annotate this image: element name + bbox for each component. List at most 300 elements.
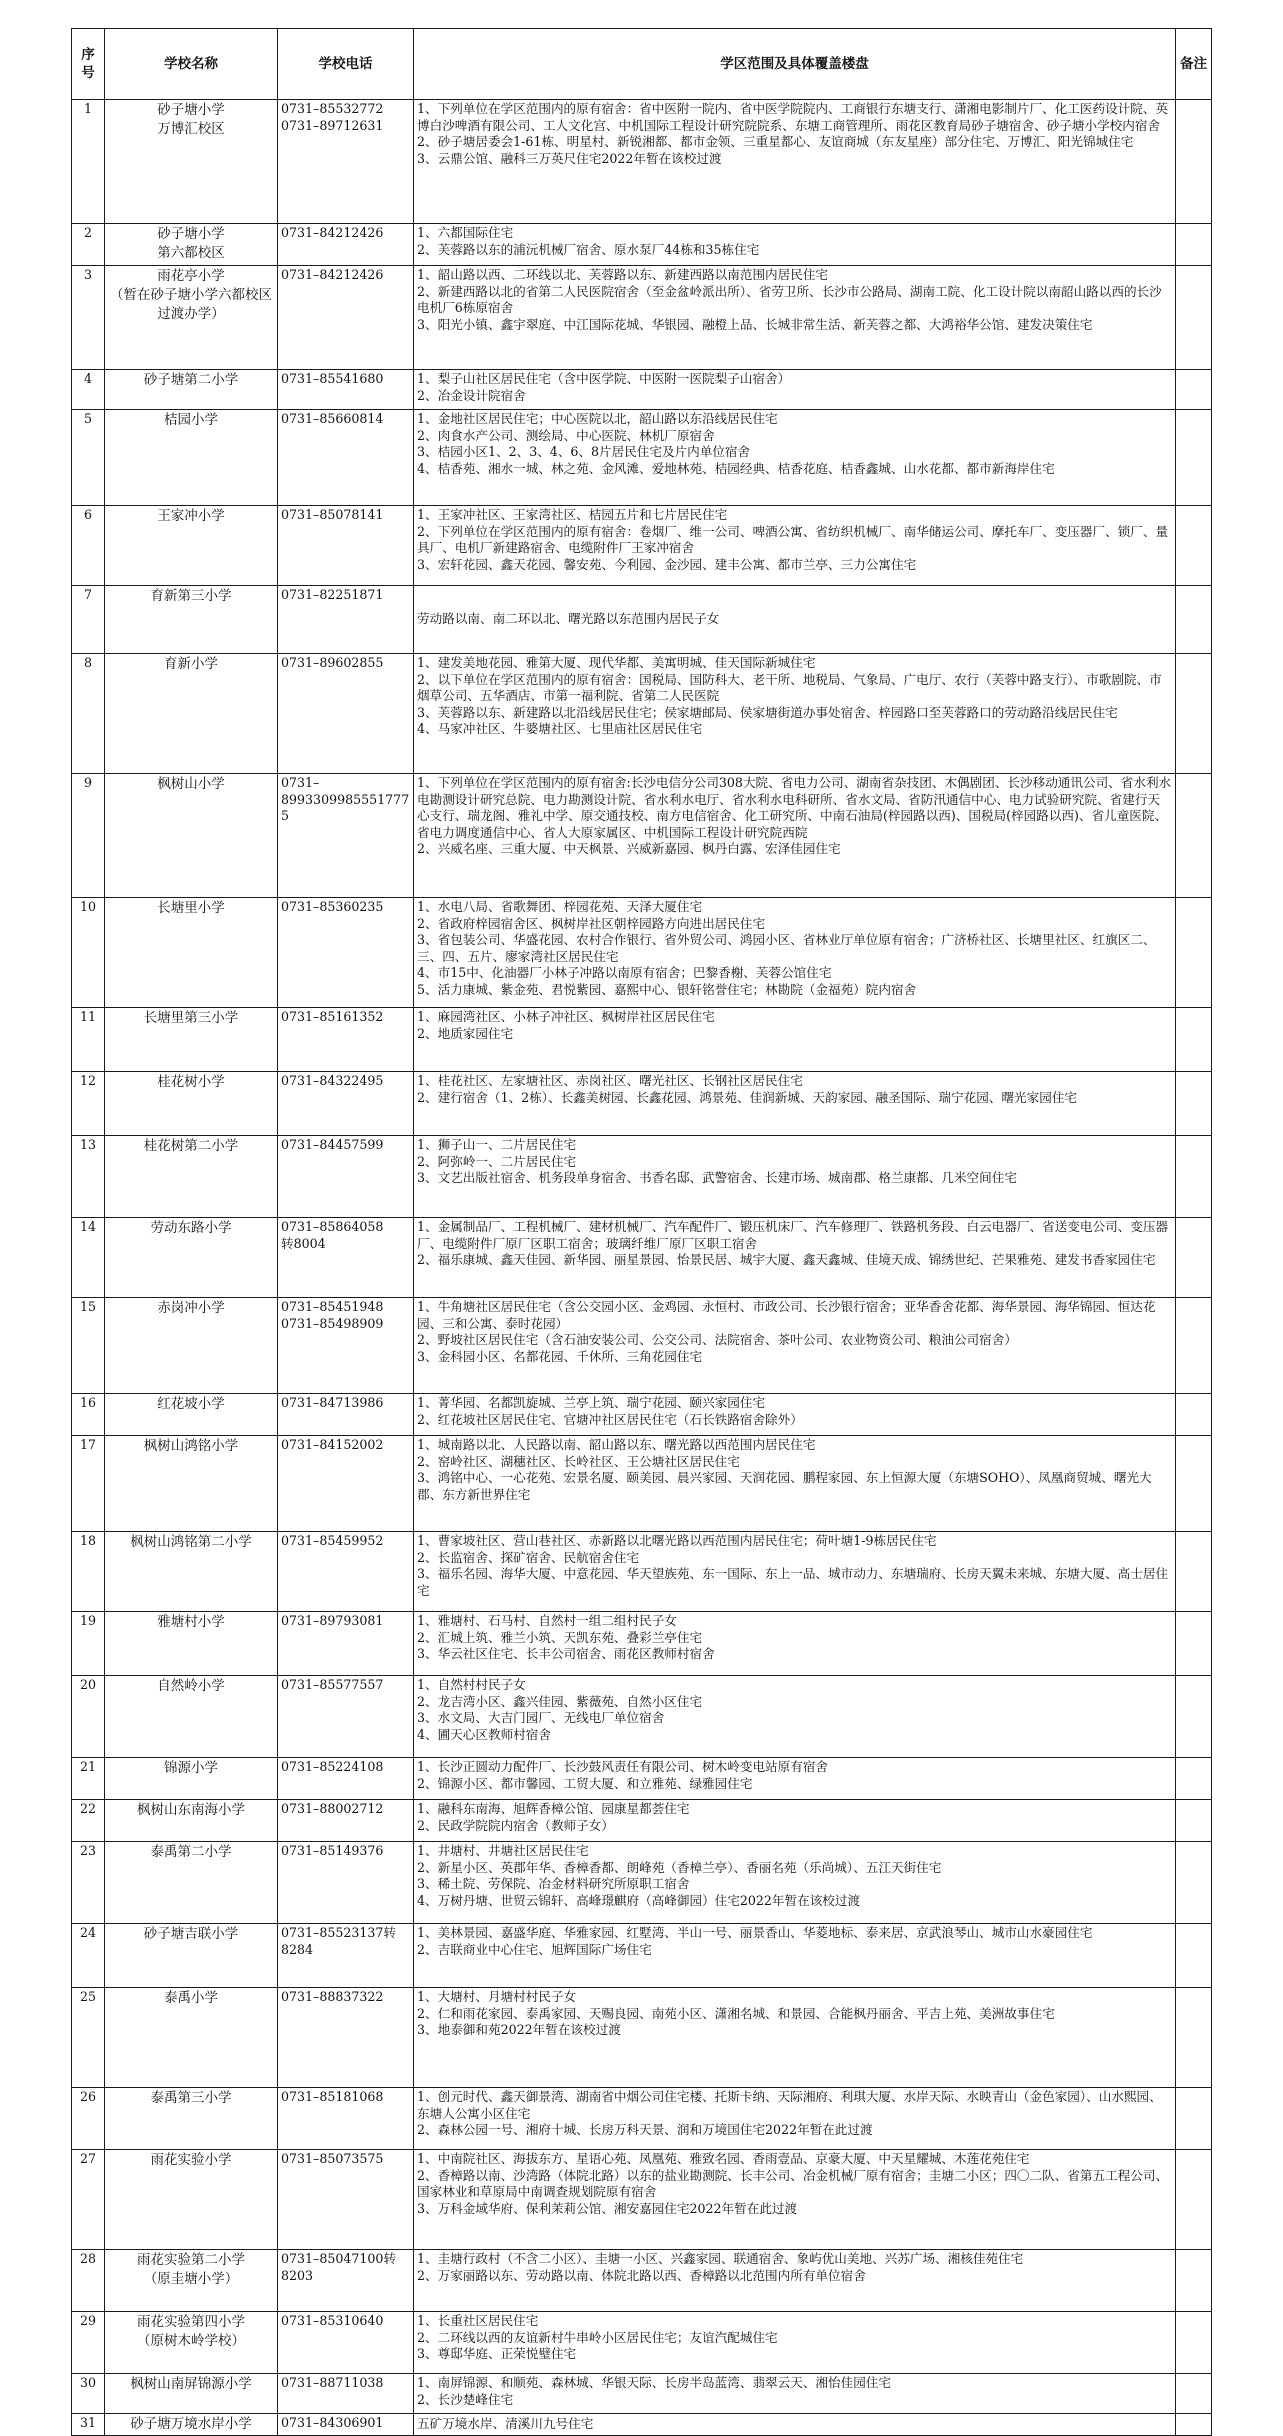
phone-number: 0731–85047100转 bbox=[281, 2251, 397, 2266]
phone-number: 0731–85149376 bbox=[281, 1843, 384, 1858]
table-row bbox=[72, 224, 1212, 266]
phone-number: 0731–85498909 bbox=[281, 1315, 384, 1331]
school-name: 雅塘村小学 bbox=[105, 1612, 278, 1676]
range-item: 3、华云社区住宅、长丰公司宿舍、雨花区教师村宿舍 bbox=[417, 1646, 715, 1661]
range-item: 1、创元时代、鑫天御景湾、湖南省中烟公司住宅楼、托斯卡纳、天际湘府、利琪大厦、水岸天际、水映青山（金色家园）、山水熙园、东塘人公寓小区住宅 bbox=[417, 2089, 1162, 2121]
row-index: 3 bbox=[72, 266, 105, 370]
phone-number: 0731–85224108 bbox=[281, 1759, 384, 1774]
school-name: 枫树山南屏锦源小学 bbox=[105, 2374, 278, 2414]
district-range bbox=[414, 1800, 1176, 1842]
range-item: 1、建发美地花园、雅第大厦、现代华都、美寓明城、佳天国际新城住宅 bbox=[417, 655, 816, 670]
phone-number: 0731–85660814 bbox=[281, 411, 384, 426]
header-school-name: 学校名称 bbox=[105, 29, 278, 100]
school-name: 自然岭小学 bbox=[105, 1676, 278, 1758]
range-item: 5、活力康城、紫金苑、君悦紫园、嘉熙中心、银轩铭誉住宅；林勘院（金福苑）院内宿舍 bbox=[417, 981, 917, 997]
range-item: 2、省政府梓园宿舍区、枫树岸社区朝梓园路方向进出居民住宅 bbox=[417, 915, 766, 931]
table-row bbox=[72, 1842, 1212, 1924]
school-phone bbox=[278, 2374, 414, 2414]
range-item: 2、冶金设计院宿舍 bbox=[417, 387, 526, 403]
row-note bbox=[1176, 1800, 1212, 1842]
phone-number: 0731–85864058 bbox=[281, 1219, 384, 1234]
school-phone bbox=[278, 100, 414, 224]
phone-number: 0731–89793081 bbox=[281, 1613, 384, 1628]
school-phone bbox=[278, 2088, 414, 2150]
school-phone bbox=[278, 1136, 414, 1218]
table-row bbox=[72, 506, 1212, 586]
range-item: 3、芙蓉路以东、新建路以北沿线居民住宅；侯家塘邮局、侯家塘街道办事处宿舍、梓园路口至芙蓉路口的劳动路沿线居民住宅 bbox=[417, 704, 1118, 720]
school-phone bbox=[278, 1436, 414, 1532]
range-item: 4、桔香苑、湘水一城、林之苑、金风滩、爱地林苑、桔园经典、桔香花庭、桔香鑫城、山水花都、都市新海岸住宅 bbox=[417, 460, 1055, 476]
school-name: 泰禹第二小学 bbox=[105, 1842, 278, 1924]
range-item: 3、万科金域华府、保利茉莉公馆、湘安嘉园住宅2022年暂在此过渡 bbox=[417, 2200, 798, 2216]
school-phone bbox=[278, 410, 414, 506]
row-index: 5 bbox=[72, 410, 105, 506]
phone-number: 0731–84457599 bbox=[281, 1137, 384, 1152]
district-range bbox=[414, 1218, 1176, 1298]
table-row bbox=[72, 100, 1212, 224]
table-header-row bbox=[72, 29, 1212, 100]
table-row bbox=[72, 1072, 1212, 1136]
district-range bbox=[414, 1008, 1176, 1072]
table-row bbox=[72, 2414, 1212, 2436]
range-item: 2、万家丽路以东、劳动路以南、体院北路以西、香樟路以北范围内所有单位宿舍 bbox=[417, 2267, 866, 2283]
range-item: 4、马家冲社区、牛婆塘社区、七里庙社区居民住宅 bbox=[417, 721, 703, 736]
range-item: 1、狮子山一、二片居民住宅 bbox=[417, 1137, 577, 1152]
phone-number: 0731–85310640 bbox=[281, 2313, 384, 2328]
school-name: 砂子塘小学 万博汇校区 bbox=[105, 100, 278, 224]
table-row bbox=[72, 1758, 1212, 1800]
range-item: 3、桔园小区1、2、3、4、6、8片居民住宅及片内单位宿舍 bbox=[417, 444, 751, 459]
school-name: 劳动东路小学 bbox=[105, 1218, 278, 1298]
range-item: 3、鸿铭中心、一心花苑、宏景名厦、颐美园、晨兴家园、天润花园、鹏程家园、东上恒源大厦（东塘SOHO）、凤凰商贸城、曙光大郡、东方新世界住宅 bbox=[417, 1470, 1152, 1502]
range-item: 1、金属制品厂、工程机械厂、建材机械厂、汽车配件厂、锻压机床厂、汽车修理厂、铁路机务段、白云电器厂、省送变电公司、变压器厂、电缆附件厂原厂区职工宿舍；玻璃纤维厂原厂区职工宿舍 bbox=[417, 1219, 1169, 1251]
range-item: 1、王家冲社区、王家湾社区、桔园五片和七片居民住宅 bbox=[417, 507, 728, 522]
row-note bbox=[1176, 1612, 1212, 1676]
range-item: 1、大塘村、月塘村村民子女 bbox=[417, 1989, 577, 2004]
row-index: 18 bbox=[72, 1532, 105, 1612]
school-phone bbox=[278, 2414, 414, 2436]
range-item: 3、福乐名园、海华大厦、中意花园、华天望族苑、东一国际、东上一品、城市动力、东塘瑞府、长房天翼未来城、东塘大厦、高士居住宅 bbox=[417, 1566, 1169, 1598]
range-item: 2、以下单位在学区范围内的原有宿舍：国税局、国防科大、老干所、地税局、气象局、广电厅、农行（芙蓉中路支行）、市歌剧院、市烟草公司、五华酒店、市第一福利院、省第二人民医院 bbox=[417, 671, 1162, 703]
row-index: 15 bbox=[72, 1298, 105, 1394]
school-name: 赤岗冲小学 bbox=[105, 1298, 278, 1394]
range-item: 1、美林景园、嘉盛华庭、华雅家园、红墅湾、半山一号、丽景香山、华菱地标、泰来居、京武浪琴山、城市山水豪园住宅 bbox=[417, 1925, 1093, 1940]
row-note bbox=[1176, 100, 1212, 224]
range-item: 1、城南路以北、人民路以南、韶山路以东、曙光路以西范围内居民住宅 bbox=[417, 1437, 816, 1452]
row-index: 23 bbox=[72, 1842, 105, 1924]
row-note bbox=[1176, 1676, 1212, 1758]
range-item: 2、肉食水产公司、测绘局、中心医院、林机厂原宿舍 bbox=[417, 427, 715, 443]
phone-number: 0731–85577557 bbox=[281, 1677, 384, 1692]
header-index: 序号 bbox=[72, 29, 105, 100]
range-item: 2、兴威名座、三重大厦、中天枫景、兴威新嘉园、枫丹白露、宏泽佳园住宅 bbox=[417, 841, 841, 856]
phone-number: 0731–85078141 bbox=[281, 507, 384, 522]
district-range bbox=[414, 1924, 1176, 1988]
range-item: 2、建行宿舍（1、2栋）、长鑫美树园、长鑫花园、鸿景苑、佳润新城、天韵家园、融圣国际、瑞宁花园、曙光家园住宅 bbox=[417, 1089, 1078, 1105]
range-item: 2、窑岭社区、湖穗社区、长岭社区、王公塘社区居民住宅 bbox=[417, 1453, 740, 1469]
school-phone bbox=[278, 1842, 414, 1924]
table-row bbox=[72, 1676, 1212, 1758]
row-index: 16 bbox=[72, 1394, 105, 1436]
school-name: 砂子塘万境水岸小学 bbox=[105, 2414, 278, 2436]
row-index: 13 bbox=[72, 1136, 105, 1218]
school-phone bbox=[278, 774, 414, 898]
phone-number: 0731–85360235 bbox=[281, 899, 384, 914]
school-phone bbox=[278, 1612, 414, 1676]
district-range bbox=[414, 1436, 1176, 1532]
range-item: 2、仁和雨花家园、泰禹家园、天赐良园、南苑小区、潇湘名城、和景园、合能枫丹丽舍、平吉上苑、美洲故事住宅 bbox=[417, 2005, 1055, 2021]
district-range bbox=[414, 1394, 1176, 1436]
row-index: 31 bbox=[72, 2414, 105, 2436]
row-note bbox=[1176, 1218, 1212, 1298]
range-item: 4、圃天心区教师村宿舍 bbox=[417, 1726, 551, 1742]
district-range bbox=[414, 654, 1176, 774]
phone-number: 0731– bbox=[281, 775, 320, 790]
table-row bbox=[72, 1298, 1212, 1394]
range-item: 3、云鼎公馆、融科三万英尺住宅2022年暂在该校过渡 bbox=[417, 150, 722, 166]
row-index: 19 bbox=[72, 1612, 105, 1676]
range-item: 2、民政学院院内宿舍（教师子女） bbox=[417, 1817, 614, 1833]
row-index: 20 bbox=[72, 1676, 105, 1758]
table-row bbox=[72, 898, 1212, 1008]
school-name: 桂花树第二小学 bbox=[105, 1136, 278, 1218]
table-row bbox=[72, 2374, 1212, 2414]
row-index: 17 bbox=[72, 1436, 105, 1532]
row-index: 25 bbox=[72, 1988, 105, 2088]
row-note bbox=[1176, 1394, 1212, 1436]
school-phone bbox=[278, 1800, 414, 1842]
table-row bbox=[72, 1800, 1212, 1842]
row-index: 4 bbox=[72, 370, 105, 410]
school-phone bbox=[278, 1758, 414, 1800]
phone-number: 0731–82251871 bbox=[281, 587, 384, 602]
table-row bbox=[72, 370, 1212, 410]
row-note bbox=[1176, 1136, 1212, 1218]
table-row bbox=[72, 2250, 1212, 2312]
row-note bbox=[1176, 370, 1212, 410]
row-index: 7 bbox=[72, 586, 105, 654]
phone-number: 0731–84322495 bbox=[281, 1073, 384, 1088]
school-phone bbox=[278, 2250, 414, 2312]
range-item: 2、野坡社区居民住宅（含石油安装公司、公交公司、法院宿舍、茶叶公司、农业物资公司、粮油公司宿舍） bbox=[417, 1332, 1017, 1347]
range-item: 2、新建西路以北的省第二人民医院宿舍（至金盆岭派出所）、省劳卫所、长沙市公路局、湖南工院、化工设计院以南韶山路以西的长沙电机厂6栋原宿舍 bbox=[417, 283, 1162, 315]
school-phone bbox=[278, 224, 414, 266]
district-range bbox=[414, 2088, 1176, 2150]
school-phone bbox=[278, 506, 414, 586]
row-index: 12 bbox=[72, 1072, 105, 1136]
row-note bbox=[1176, 2250, 1212, 2312]
range-item: 1、麻园湾社区、小林子冲社区、枫树岸社区居民住宅 bbox=[417, 1009, 715, 1024]
table-row bbox=[72, 410, 1212, 506]
range-item: 1、南屏锦源、和顺苑、森林城、华银天际、长房半岛蓝湾、翡翠云天、湘怡佳园住宅 bbox=[417, 2375, 891, 2390]
school-name: 育新第三小学 bbox=[105, 586, 278, 654]
range-item: 3、阳光小镇、鑫宇翠庭、中江国际花城、华银园、融橙上品、长城非常生活、新芙蓉之都、大鸿裕华公馆、建发决策住宅 bbox=[417, 316, 1093, 332]
district-range bbox=[414, 1612, 1176, 1676]
district-range bbox=[414, 1072, 1176, 1136]
range-item: 1、韶山路以西、二环线以北、芙蓉路以东、新建西路以南范围内居民住宅 bbox=[417, 267, 829, 282]
phone-number: 89933099855517775 bbox=[281, 791, 410, 823]
phone-number: 0731–89712631 bbox=[281, 117, 384, 133]
school-name: 桔园小学 bbox=[105, 410, 278, 506]
district-range bbox=[414, 1988, 1176, 2088]
range-item: 1、长沙正圆动力配件厂、长沙鼓风责任有限公司、树木岭变电站原有宿舍 bbox=[417, 1759, 829, 1774]
row-note bbox=[1176, 1924, 1212, 1988]
row-note bbox=[1176, 654, 1212, 774]
school-phone bbox=[278, 898, 414, 1008]
district-range bbox=[414, 506, 1176, 586]
school-name: 育新小学 bbox=[105, 654, 278, 774]
school-name: 枫树山鸿铭小学 bbox=[105, 1436, 278, 1532]
range-item: 1、圭塘行政村（不含二小区）、圭塘一小区、兴鑫家园、联通宿舍、象屿优山美地、兴苏广场、湘核佳苑住宅 bbox=[417, 2251, 1024, 2266]
range-item: 1、自然村村民子女 bbox=[417, 1677, 526, 1692]
school-name: 枫树山东南海小学 bbox=[105, 1800, 278, 1842]
range-item: 1、梨子山社区居民住宅（含中医学院、中医附一医院梨子山宿舍） bbox=[417, 371, 791, 386]
range-item: 1、雅塘村、石马村、自然村一组二组村民子女 bbox=[417, 1613, 677, 1628]
range-item: 2、芙蓉路以东的浦沅机械厂宿舍、原水泵厂44栋和35栋住宅 bbox=[417, 241, 760, 257]
district-range bbox=[414, 774, 1176, 898]
phone-number: 转8004 bbox=[281, 1235, 326, 1251]
phone-number: 8203 bbox=[281, 2267, 314, 2283]
school-phone bbox=[278, 1988, 414, 2088]
school-name: 雨花亭小学 （暂在砂子塘小学六都校区过渡办学） bbox=[105, 266, 278, 370]
row-note bbox=[1176, 898, 1212, 1008]
school-phone bbox=[278, 2312, 414, 2374]
table-row bbox=[72, 1136, 1212, 1218]
range-item: 3、文艺出版社宿舍、机务段单身宿舍、书香名邸、武警宿舍、长建市场、城南郡、格兰康都、几米空间住宅 bbox=[417, 1170, 1017, 1185]
phone-number: 0731–84212426 bbox=[281, 267, 384, 282]
row-note bbox=[1176, 1842, 1212, 1924]
phone-number: 0731–88002712 bbox=[281, 1801, 384, 1816]
district-range bbox=[414, 1136, 1176, 1218]
district-range bbox=[414, 2312, 1176, 2374]
row-note bbox=[1176, 1008, 1212, 1072]
range-item: 2、阿弥岭一、二片居民住宅 bbox=[417, 1153, 577, 1169]
district-range bbox=[414, 1842, 1176, 1924]
row-note bbox=[1176, 2088, 1212, 2150]
range-item: 1、水电八局、省歌舞团、梓园花苑、天泽大厦住宅 bbox=[417, 899, 703, 914]
range-item: 2、汇城上筑、雅兰小筑、天凯东苑、叠彩兰亭住宅 bbox=[417, 1629, 703, 1645]
phone-number: 0731–85523137转 bbox=[281, 1925, 397, 1940]
row-index: 9 bbox=[72, 774, 105, 898]
row-note bbox=[1176, 1532, 1212, 1612]
row-note bbox=[1176, 224, 1212, 266]
row-note bbox=[1176, 586, 1212, 654]
range-item: 1、井塘村、井塘社区居民住宅 bbox=[417, 1843, 589, 1858]
phone-number: 0731–85459952 bbox=[281, 1533, 384, 1548]
range-item: 2、砂子塘居委会1-61栋、明星村、新锐湘都、都市金领、三重星都心、友谊商城（东友星座）部分住宅、万博汇、阳光锦城住宅 bbox=[417, 134, 1134, 149]
phone-number: 8284 bbox=[281, 1941, 314, 1957]
table-row bbox=[72, 1924, 1212, 1988]
row-note bbox=[1176, 1436, 1212, 1532]
row-index: 2 bbox=[72, 224, 105, 266]
row-note bbox=[1176, 1072, 1212, 1136]
range-item: 2、森林公园一号、湘府十城、长房万科天景、润和万境国住宅2022年暂在此过渡 bbox=[417, 2122, 873, 2137]
school-phone bbox=[278, 266, 414, 370]
district-range bbox=[414, 898, 1176, 1008]
district-range bbox=[414, 100, 1176, 224]
range-item: 4、万树丹塘、世贸云锦轩、高峰璟麒府（高峰御园）住宅2022年暂在该校过渡 bbox=[417, 1892, 861, 1908]
row-index: 14 bbox=[72, 1218, 105, 1298]
table-row bbox=[72, 2088, 1212, 2150]
row-index: 21 bbox=[72, 1758, 105, 1800]
school-phone bbox=[278, 1298, 414, 1394]
phone-number: 0731–88711038 bbox=[281, 2375, 384, 2390]
range-item: 2、吉联商业中心住宅、旭辉国际广场住宅 bbox=[417, 1941, 652, 1957]
school-name: 砂子塘吉联小学 bbox=[105, 1924, 278, 1988]
range-item: 1、六都国际住宅 bbox=[417, 225, 514, 240]
row-note bbox=[1176, 266, 1212, 370]
district-range bbox=[414, 1532, 1176, 1612]
range-item: 1、下列单位在学区范围内的原有宿舍:长沙电信分公司308大院、省电力公司、湖南省杂技团、木偶剧团、长沙移动通讯公司、省水利水电勘测设计研究总院、电力勘测设计院、省水利水电厅、省水利水电科研所、省水文局、省防汛通信中心、电力试验研究院、省建行天心支行、瑞龙阁、雅礼中学、原交通技校、南方电信宿舍、化工研究所、中南石油局(梓园路以西)、国税局(梓园路以西)、省儿童医院、省电力调度通信中心、省人大原家属区、中机国际工程设计研究院西院 bbox=[417, 775, 1172, 840]
row-note bbox=[1176, 2374, 1212, 2414]
table-row bbox=[72, 774, 1212, 898]
table-row bbox=[72, 1394, 1212, 1436]
header-note: 备注 bbox=[1176, 29, 1212, 100]
range-item: 五矿万境水岸、清溪川九号住宅 bbox=[417, 2416, 594, 2432]
school-phone bbox=[278, 1394, 414, 1436]
district-range bbox=[414, 224, 1176, 266]
school-phone bbox=[278, 586, 414, 654]
range-item: 3、尊邸华庭、正荣悦璧住宅 bbox=[417, 2346, 577, 2361]
row-index: 27 bbox=[72, 2150, 105, 2250]
range-item: 4、市15中、化油器厂小林子冲路以南原有宿舍；巴黎香榭、芙蓉公馆住宅 bbox=[417, 965, 832, 980]
phone-number: 0731–84212426 bbox=[281, 225, 384, 240]
school-name: 雨花实验第四小学 （原树木岭学校） bbox=[105, 2312, 278, 2374]
range-item: 3、金科园小区、名都花园、千休所、三角花园住宅 bbox=[417, 1348, 703, 1364]
school-name: 砂子塘小学 第六都校区 bbox=[105, 224, 278, 266]
district-range bbox=[414, 2414, 1176, 2436]
range-item: 2、下列单位在学区范围内的原有宿舍：卷烟厂、维一公司、啤酒公寓、省纺织机械厂、南华储运公司、摩托车厂、变压器厂、锁厂、量具厂、电机厂新建路宿舍、电缆附件厂王家冲宿舍 bbox=[417, 523, 1169, 555]
range-item: 2、锦源小区、都市馨园、工贸大厦、和立雅苑、绿雅园住宅 bbox=[417, 1775, 753, 1791]
table-row bbox=[72, 1532, 1212, 1612]
row-note bbox=[1176, 2150, 1212, 2250]
school-phone bbox=[278, 1072, 414, 1136]
district-range bbox=[414, 1298, 1176, 1394]
range-item: 1、中南院社区、海拔东方、星语心苑、凤凰苑、雅致名园、香雨壹品、京豪大厦、中天星耀城、木莲花苑住宅 bbox=[417, 2151, 1030, 2166]
table-row bbox=[72, 654, 1212, 774]
district-range bbox=[414, 1676, 1176, 1758]
school-phone bbox=[278, 370, 414, 410]
range-item: 2、新星小区、英郡年华、香樟香都、朗峰苑（香樟兰亭）、香丽名苑（乐尚城）、五江天街住宅 bbox=[417, 1859, 942, 1875]
school-phone bbox=[278, 1008, 414, 1072]
school-name: 枫树山小学 bbox=[105, 774, 278, 898]
phone-number: 0731–85181068 bbox=[281, 2089, 384, 2104]
table-row bbox=[72, 586, 1212, 654]
district-range bbox=[414, 2374, 1176, 2414]
phone-number: 0731–89602855 bbox=[281, 655, 384, 670]
range-item: 1、下列单位在学区范围内的原有宿舍：省中医附一院内、省中医学院院内、工商银行东塘支行、潇湘电影制片厂、化工医药设计院、英博白沙啤酒有限公司、工人文化宫、中机国际工程设计研究院院系、东塘工商管理所、雨花区教育局砂子塘宿舍、砂子塘小学校内宿舍 bbox=[417, 101, 1169, 133]
range-item: 2、龙吉湾小区、鑫兴佳园、紫薇苑、自然小区住宅 bbox=[417, 1693, 703, 1709]
school-name: 桂花树小学 bbox=[105, 1072, 278, 1136]
table-body bbox=[72, 100, 1212, 2436]
phone-number: 0731–85073575 bbox=[281, 2151, 384, 2166]
row-note bbox=[1176, 1298, 1212, 1394]
range-item: 1、桂花社区、左家塘社区、赤岗社区、曙光社区、长钢社区居民住宅 bbox=[417, 1073, 803, 1088]
row-index: 24 bbox=[72, 1924, 105, 1988]
school-name: 砂子塘第二小学 bbox=[105, 370, 278, 410]
school-name: 锦源小学 bbox=[105, 1758, 278, 1800]
school-name: 泰禹第三小学 bbox=[105, 2088, 278, 2150]
district-range bbox=[414, 266, 1176, 370]
phone-number: 0731–84306901 bbox=[281, 2415, 384, 2430]
row-note bbox=[1176, 774, 1212, 898]
row-index: 10 bbox=[72, 898, 105, 1008]
range-item: 1、长重社区居民住宅 bbox=[417, 2313, 539, 2328]
row-index: 11 bbox=[72, 1008, 105, 1072]
row-note bbox=[1176, 410, 1212, 506]
range-item: 1、牛角塘社区居民住宅（含公交园小区、金鸡园、永恒村、市政公司、长沙银行宿舍；亚华香舍花都、海华景园、海华锦园、恒达花园、三和公寓、泰时花园） bbox=[417, 1299, 1156, 1331]
row-index: 29 bbox=[72, 2312, 105, 2374]
row-note bbox=[1176, 2312, 1212, 2374]
school-phone bbox=[278, 1924, 414, 1988]
row-index: 6 bbox=[72, 506, 105, 586]
range-item: 2、长监宿舍、探矿宿舍、民航宿舍住宅 bbox=[417, 1549, 640, 1565]
row-index: 28 bbox=[72, 2250, 105, 2312]
range-item: 3、省包装公司、华盛花园、农村合作银行、省外贸公司、鸿园小区、省林业厅单位原有宿舍；广济桥社区、长塘里社区、红旗区二、三、四、五片、廖家湾社区居民住宅 bbox=[417, 932, 1156, 964]
table-row bbox=[72, 1218, 1212, 1298]
table-row bbox=[72, 2150, 1212, 2250]
district-range bbox=[414, 586, 1176, 654]
table-row bbox=[72, 266, 1212, 370]
header-school-phone: 学校电话 bbox=[278, 29, 414, 100]
school-name: 泰禹小学 bbox=[105, 1988, 278, 2088]
phone-number: 0731–85541680 bbox=[281, 371, 384, 386]
range-item: 2、红花坡社区居民住宅、官塘冲社区居民住宅（石长铁路宿舍除外） bbox=[417, 1411, 803, 1427]
row-note bbox=[1176, 1758, 1212, 1800]
school-phone bbox=[278, 1676, 414, 1758]
table-row bbox=[72, 1988, 1212, 2088]
row-note bbox=[1176, 506, 1212, 586]
row-note bbox=[1176, 2414, 1212, 2436]
phone-number: 0731–85451948 bbox=[281, 1299, 384, 1314]
phone-number: 0731–84152002 bbox=[281, 1437, 384, 1452]
phone-number: 0731–88837322 bbox=[281, 1989, 384, 2004]
range-item: 3、地泰御和苑2022年暂在该校过渡 bbox=[417, 2022, 621, 2037]
row-index: 30 bbox=[72, 2374, 105, 2414]
school-phone bbox=[278, 1532, 414, 1612]
range-item: 1、融科东南海、旭辉香樟公馆、园康星都荟住宅 bbox=[417, 1801, 690, 1816]
range-item: 2、福乐康城、鑫天佳园、新华园、丽星景园、怡景民居、城宇大厦、鑫天鑫城、佳境天成、锦绣世纪、芒果雅苑、建发书香家园住宅 bbox=[417, 1252, 1156, 1267]
range-item: 劳动路以南、南二环以北、曙光路以东范围内居民子女 bbox=[417, 611, 720, 627]
row-index: 8 bbox=[72, 654, 105, 774]
school-district-table bbox=[71, 28, 1212, 2436]
row-index: 22 bbox=[72, 1800, 105, 1842]
district-range bbox=[414, 1758, 1176, 1800]
range-item: 1、金地社区居民住宅；中心医院以北，韶山路以东沿线居民住宅 bbox=[417, 411, 778, 426]
phone-number: 0731–85161352 bbox=[281, 1009, 384, 1024]
range-item: 3、水文局、大吉门园厂、无线电厂单位宿舍 bbox=[417, 1710, 665, 1725]
range-item: 2、二环线以西的友谊新村牛串岭小区居民住宅；友谊汽配城住宅 bbox=[417, 2329, 778, 2345]
phone-number: 0731–85532772 bbox=[281, 101, 384, 116]
table-row bbox=[72, 1008, 1212, 1072]
table-row bbox=[72, 1436, 1212, 1532]
school-name: 红花坡小学 bbox=[105, 1394, 278, 1436]
row-note bbox=[1176, 1988, 1212, 2088]
range-item: 1、曹家坡社区、营山巷社区、赤新路以北曙光路以西范围内居民住宅；荷叶塘1-9栋居民住宅 bbox=[417, 1533, 937, 1548]
school-phone bbox=[278, 654, 414, 774]
row-index: 26 bbox=[72, 2088, 105, 2150]
range-item: 2、地质家园住宅 bbox=[417, 1025, 514, 1041]
table-row bbox=[72, 1612, 1212, 1676]
range-item: 3、稀土院、劳保院、冶金材料研究所原职工宿舍 bbox=[417, 1876, 690, 1891]
range-item: 2、香樟路以南、沙湾路（体院北路）以东的盐业勘测院、长丰公司、冶金机械厂原有宿舍；圭塘二小区；四〇二队、省第五工程公司、国家林业和草原局中南调查规划院原有宿舍 bbox=[417, 2167, 1169, 2199]
school-name: 长塘里小学 bbox=[105, 898, 278, 1008]
range-item: 1、菁华园、名都凯旋城、兰亭上筑、瑞宁花园、颐兴家园住宅 bbox=[417, 1395, 766, 1410]
phone-number: 0731–84713986 bbox=[281, 1395, 384, 1410]
header-district-range: 学区范围及具体覆盖楼盘 bbox=[414, 29, 1176, 100]
school-name: 雨花实验第二小学 （原圭塘小学） bbox=[105, 2250, 278, 2312]
school-name: 枫树山鸿铭第二小学 bbox=[105, 1532, 278, 1612]
